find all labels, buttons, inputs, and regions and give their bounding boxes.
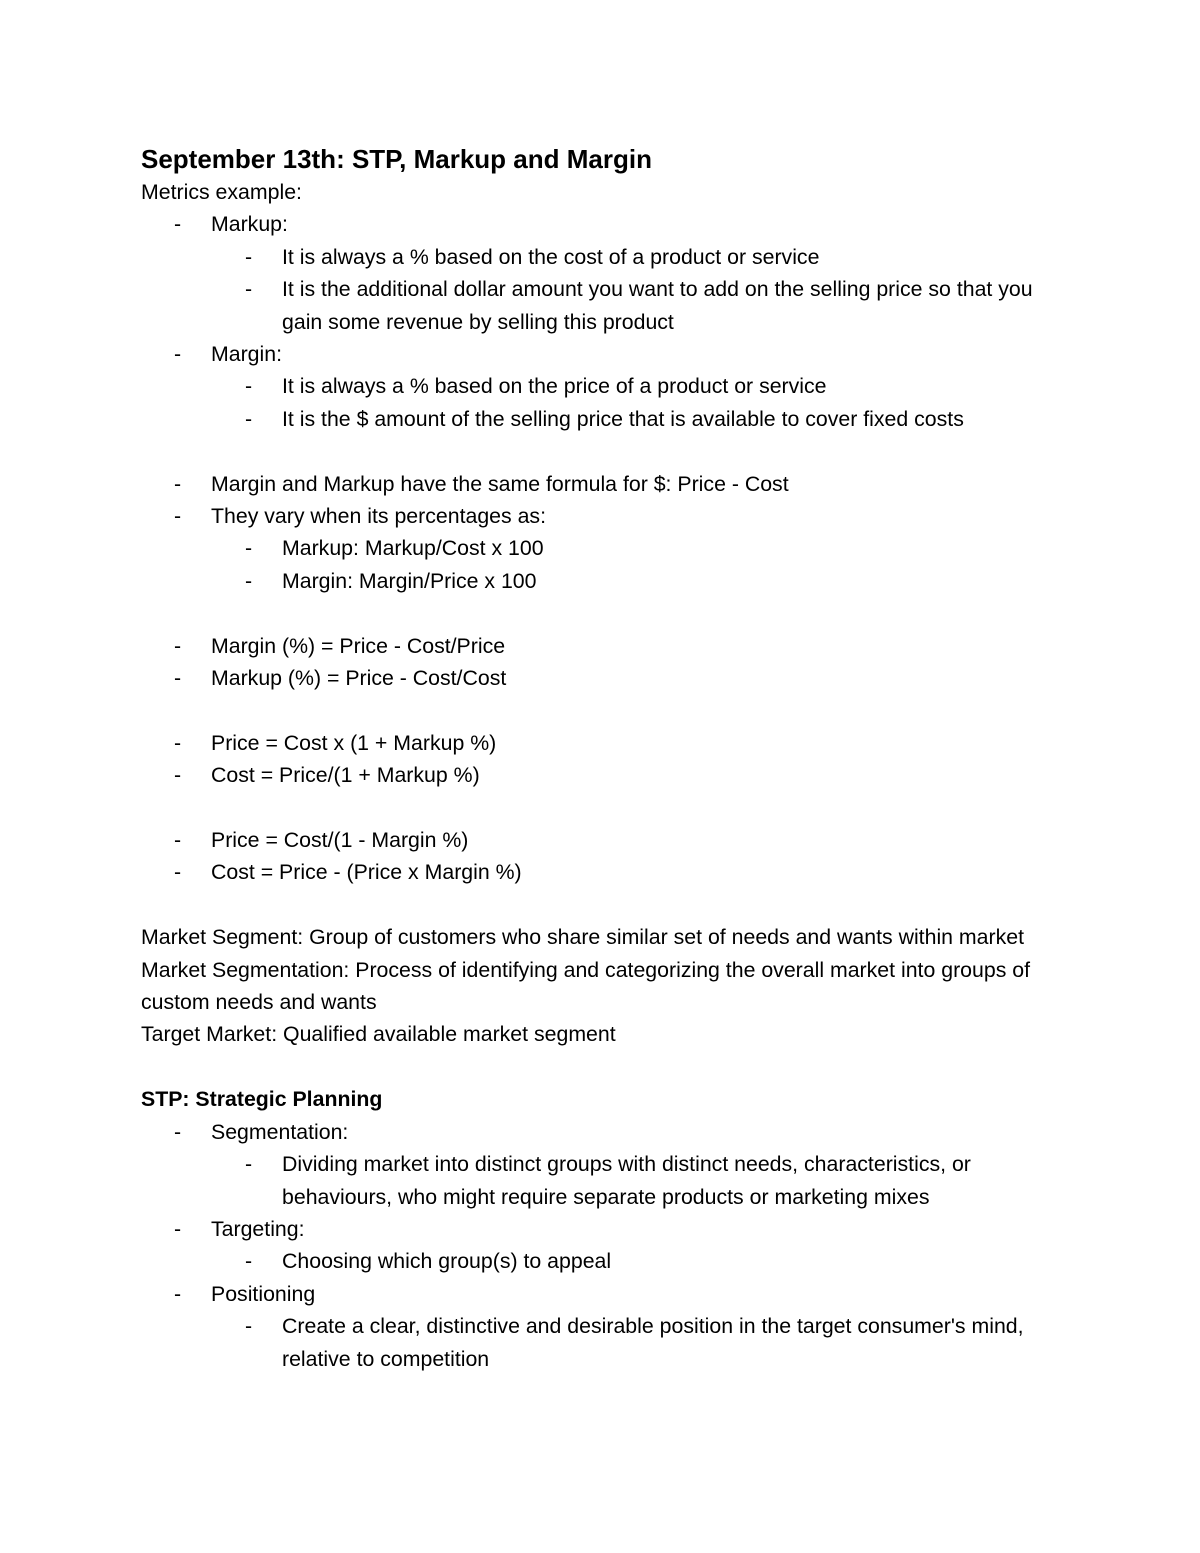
formula-item	[141, 727, 1061, 759]
bullet-dash: -	[174, 828, 182, 853]
bullet-dash: -	[174, 763, 182, 788]
list-item-label: Margin:	[211, 342, 283, 367]
bullet-dash: -	[174, 212, 182, 237]
sub-list-item-text: It is the additional dollar amount you want to add on the selling price so that you gain some revenue by selling this product	[282, 277, 1033, 334]
bullet-dash: -	[174, 471, 182, 496]
formula-item	[141, 662, 1061, 694]
sub-list-item-text: It is always a % based on the cost of a product or service	[282, 244, 820, 269]
bullet-dash: -	[245, 1249, 253, 1274]
list-item-margin	[141, 338, 1061, 370]
bullet-dash: -	[174, 860, 182, 885]
sub-list-item-text: Create a clear, distinctive and desirable position in the target consumer's mind, relative to competition	[282, 1314, 1024, 1371]
list-item-segmentation	[141, 1116, 1061, 1148]
formula-text: Markup (%) = Price - Cost/Cost	[211, 666, 507, 691]
document-content	[141, 143, 1061, 1375]
blank-line	[141, 597, 1061, 629]
formula-item	[141, 759, 1061, 791]
sub-list-item	[141, 403, 1061, 435]
bullet-dash: -	[245, 374, 253, 399]
list-item-label: Targeting:	[211, 1216, 305, 1241]
blank-line	[141, 694, 1061, 726]
sub-list-item-text: Choosing which group(s) to appeal	[282, 1249, 612, 1274]
sub-list-item-text: Markup: Markup/Cost x 100	[282, 536, 544, 561]
list-item	[141, 500, 1061, 532]
list-item-label: Segmentation:	[211, 1119, 349, 1144]
list-item-positioning	[141, 1278, 1061, 1310]
sub-list-item	[141, 565, 1061, 597]
sub-list-item	[141, 1245, 1061, 1277]
bullet-dash: -	[174, 1216, 182, 1241]
formula-text: Price = Cost x (1 + Markup %)	[211, 730, 497, 755]
formula-item	[141, 630, 1061, 662]
blank-line	[141, 1051, 1061, 1083]
bullet-dash: -	[174, 633, 182, 658]
formula-text: Cost = Price/(1 + Markup %)	[211, 763, 480, 788]
sub-list-item	[141, 532, 1061, 564]
bullet-dash: -	[174, 666, 182, 691]
sub-list-item-text: Dividing market into distinct groups with distinct needs, characteristics, or behaviours, who might require separate products or marketing mixes	[282, 1152, 971, 1209]
list-item-markup	[141, 208, 1061, 240]
formula-text: Margin (%) = Price - Cost/Price	[211, 633, 506, 658]
blank-line	[141, 889, 1061, 921]
bullet-dash: -	[245, 277, 253, 302]
bullet-dash: -	[174, 1281, 182, 1306]
bullet-dash: -	[245, 244, 253, 269]
list-item-label: Positioning	[211, 1281, 316, 1306]
list-item	[141, 468, 1061, 500]
sub-list-item-text: It is always a % based on the price of a product or service	[282, 374, 827, 399]
bullet-dash: -	[174, 342, 182, 367]
blank-line	[141, 792, 1061, 824]
section-heading-stp: STP: Strategic Planning	[141, 1087, 383, 1112]
formula-item	[141, 824, 1061, 856]
list-item-label: Markup:	[211, 212, 288, 237]
list-item-text: They vary when its percentages as:	[211, 504, 546, 529]
formula-item	[141, 856, 1061, 888]
definition-market-segment: Market Segment: Group of customers who share similar set of needs and wants within market	[141, 925, 1025, 950]
bullet-dash: -	[245, 1314, 253, 1339]
blank-line	[141, 435, 1061, 467]
definition-market-segmentation: Market Segmentation: Process of identifying and categorizing the overall market into groups of custom needs and wants	[141, 957, 1031, 1015]
bullet-dash: -	[174, 504, 182, 529]
bullet-dash: -	[174, 1119, 182, 1144]
page-title: September 13th: STP, Markup and Margin	[141, 144, 652, 174]
bullet-dash: -	[245, 406, 253, 431]
bullet-dash: -	[245, 1152, 253, 1177]
sub-list-item	[141, 1310, 1061, 1375]
sub-list-item-text: Margin: Margin/Price x 100	[282, 568, 537, 593]
list-item-targeting	[141, 1213, 1061, 1245]
metrics-intro: Metrics example:	[141, 180, 302, 204]
sub-list-item-text: It is the $ amount of the selling price that is available to cover fixed costs	[282, 406, 964, 431]
bullet-dash: -	[245, 568, 253, 593]
sub-list-item	[141, 273, 1061, 338]
formula-text: Cost = Price - (Price x Margin %)	[211, 860, 522, 885]
sub-list-item	[141, 241, 1061, 273]
definition-target-market: Target Market: Qualified available market segment	[141, 1022, 616, 1047]
bullet-dash: -	[245, 536, 253, 561]
sub-list-item	[141, 370, 1061, 402]
list-item-text: Margin and Markup have the same formula for $: Price - Cost	[211, 471, 789, 496]
sub-list-item	[141, 1148, 1061, 1213]
bullet-dash: -	[174, 730, 182, 755]
formula-text: Price = Cost/(1 - Margin %)	[211, 828, 469, 853]
